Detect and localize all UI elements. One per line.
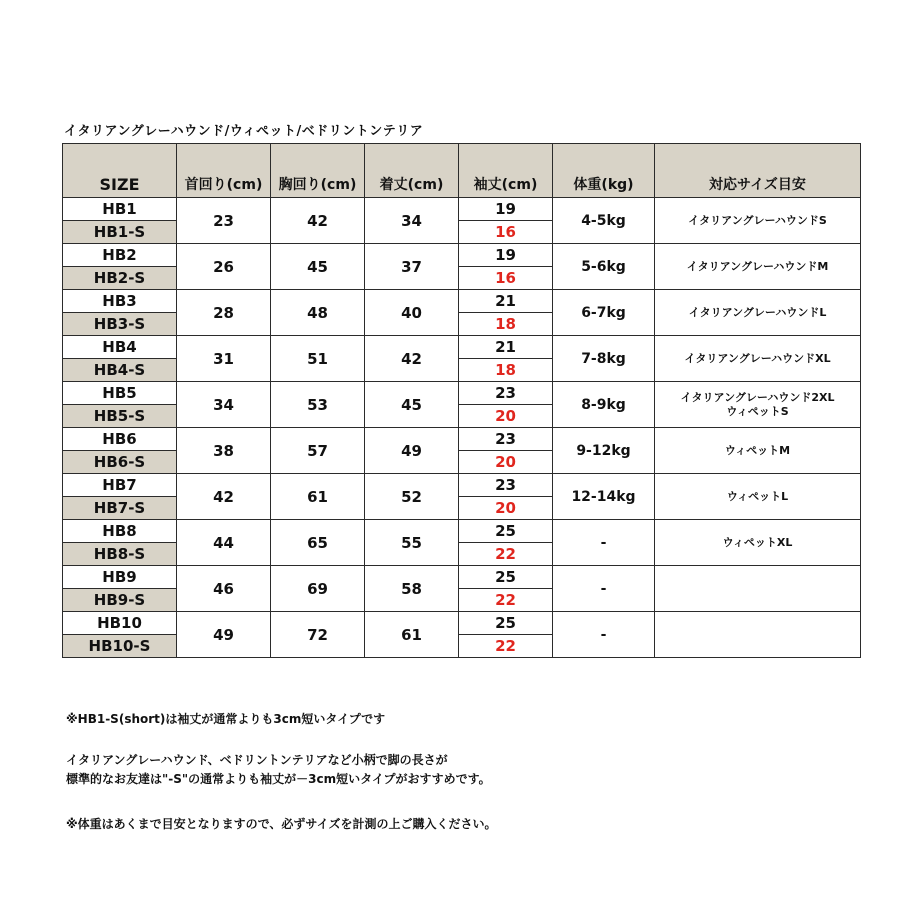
fit-text: ウィペットM — [724, 443, 791, 457]
table-row — [63, 520, 861, 543]
fit-cell — [655, 520, 861, 566]
length-cell: 58 — [365, 566, 459, 612]
chest-cell: 72 — [271, 612, 365, 658]
fit-cell — [655, 244, 861, 290]
size-cell: HB3 — [63, 290, 177, 313]
neck-cell: 23 — [177, 198, 271, 244]
fit-cell — [655, 474, 861, 520]
fit-text-2: ウィペットS — [726, 404, 789, 418]
fit-text: イタリアングレーハウンドXL — [684, 351, 831, 365]
weight-cell: 9-12kg — [553, 428, 655, 474]
weight-cell: - — [553, 566, 655, 612]
sleeve-cell: 19 — [459, 244, 553, 267]
sleeve-cell: 25 — [459, 566, 553, 589]
length-cell: 45 — [365, 382, 459, 428]
note-recommend-2: 標準的なお友達は"-S"の通常よりも袖丈が－3cm短いタイプがおすすめです。 — [66, 772, 491, 786]
fit-text: イタリアングレーハウンドL — [688, 305, 827, 319]
weight-cell: 5-6kg — [553, 244, 655, 290]
note-short-type: ※HB1-S(short)は袖丈が通常よりも3cm短いタイプです — [66, 712, 386, 726]
weight-cell: 12-14kg — [553, 474, 655, 520]
sleeve-short-cell: 18 — [459, 313, 553, 336]
chest-cell: 69 — [271, 566, 365, 612]
chest-cell: 61 — [271, 474, 365, 520]
fit-text: イタリアングレーハウンド2XL — [680, 390, 835, 404]
length-cell: 37 — [365, 244, 459, 290]
weight-cell: - — [553, 612, 655, 658]
size-cell: HB8 — [63, 520, 177, 543]
header-sleeve: 袖丈(cm) — [459, 144, 553, 198]
header-fit: 対応サイズ目安 — [655, 144, 861, 198]
size-cell: HB9 — [63, 566, 177, 589]
sleeve-cell: 23 — [459, 382, 553, 405]
table-row — [63, 336, 861, 359]
size-short-cell: HB2-S — [63, 267, 177, 290]
weight-cell: 8-9kg — [553, 382, 655, 428]
chest-cell: 48 — [271, 290, 365, 336]
note-recommend-1: イタリアングレーハウンド、ベドリントンテリアなど小柄で脚の長さが — [66, 753, 448, 767]
header-weight: 体重(kg) — [553, 144, 655, 198]
sleeve-short-cell: 18 — [459, 359, 553, 382]
chest-cell: 45 — [271, 244, 365, 290]
fit-cell — [655, 336, 861, 382]
sleeve-short-cell: 22 — [459, 589, 553, 612]
sleeve-cell: 19 — [459, 198, 553, 221]
table-row — [63, 612, 861, 635]
size-cell: HB6 — [63, 428, 177, 451]
length-cell: 34 — [365, 198, 459, 244]
sleeve-short-cell: 16 — [459, 267, 553, 290]
length-cell: 42 — [365, 336, 459, 382]
size-cell: HB7 — [63, 474, 177, 497]
note-weight: ※体重はあくまで目安となりますので、必ずサイズを計測の上ご購入ください。 — [66, 817, 497, 831]
chest-cell: 42 — [271, 198, 365, 244]
header-neck: 首回り(cm) — [177, 144, 271, 198]
size-short-cell: HB3-S — [63, 313, 177, 336]
size-cell: HB5 — [63, 382, 177, 405]
length-cell: 61 — [365, 612, 459, 658]
size-cell: HB2 — [63, 244, 177, 267]
table-row — [63, 198, 861, 221]
sleeve-short-cell: 16 — [459, 221, 553, 244]
fit-cell — [655, 612, 861, 658]
size-short-cell: HB1-S — [63, 221, 177, 244]
neck-cell: 46 — [177, 566, 271, 612]
sleeve-cell: 21 — [459, 336, 553, 359]
length-cell: 52 — [365, 474, 459, 520]
chest-cell: 57 — [271, 428, 365, 474]
sleeve-short-cell: 20 — [459, 405, 553, 428]
header-row — [63, 144, 861, 198]
neck-cell: 26 — [177, 244, 271, 290]
size-short-cell: HB7-S — [63, 497, 177, 520]
chest-cell: 53 — [271, 382, 365, 428]
sleeve-short-cell: 22 — [459, 543, 553, 566]
length-cell: 49 — [365, 428, 459, 474]
table-row — [63, 244, 861, 267]
size-cell: HB10 — [63, 612, 177, 635]
size-short-cell: HB8-S — [63, 543, 177, 566]
chart-title: イタリアングレーハウンド/ウィペット/ベドリントンテリア — [64, 124, 424, 139]
size-short-cell: HB5-S — [63, 405, 177, 428]
size-short-cell: HB10-S — [63, 635, 177, 658]
fit-text: ウィペットL — [726, 489, 789, 503]
fit-cell — [655, 198, 861, 244]
length-cell: 40 — [365, 290, 459, 336]
sleeve-cell: 23 — [459, 428, 553, 451]
sleeve-cell: 25 — [459, 612, 553, 635]
length-cell: 55 — [365, 520, 459, 566]
notes — [66, 710, 496, 834]
sleeve-cell: 23 — [459, 474, 553, 497]
fit-cell — [655, 566, 861, 612]
size-short-cell: HB9-S — [63, 589, 177, 612]
table-row — [63, 566, 861, 589]
fit-cell — [655, 382, 861, 428]
weight-cell: 6-7kg — [553, 290, 655, 336]
sleeve-short-cell: 20 — [459, 497, 553, 520]
fit-cell — [655, 428, 861, 474]
neck-cell: 28 — [177, 290, 271, 336]
fit-text: イタリアングレーハウンドS — [688, 213, 827, 227]
size-cell: HB1 — [63, 198, 177, 221]
header-chest: 胸回り(cm) — [271, 144, 365, 198]
sleeve-cell: 25 — [459, 520, 553, 543]
table-row — [63, 474, 861, 497]
fit-cell — [655, 290, 861, 336]
neck-cell: 31 — [177, 336, 271, 382]
size-table-body — [63, 198, 861, 658]
header-size: SIZE — [63, 144, 177, 198]
header-length: 着丈(cm) — [365, 144, 459, 198]
sleeve-short-cell: 20 — [459, 451, 553, 474]
weight-cell: 4-5kg — [553, 198, 655, 244]
weight-cell: 7-8kg — [553, 336, 655, 382]
neck-cell: 49 — [177, 612, 271, 658]
size-cell: HB4 — [63, 336, 177, 359]
chest-cell: 51 — [271, 336, 365, 382]
table-row — [63, 382, 861, 405]
neck-cell: 34 — [177, 382, 271, 428]
table-row — [63, 428, 861, 451]
table-row — [63, 290, 861, 313]
weight-cell: - — [553, 520, 655, 566]
size-short-cell: HB6-S — [63, 451, 177, 474]
neck-cell: 38 — [177, 428, 271, 474]
sleeve-short-cell: 22 — [459, 635, 553, 658]
size-short-cell: HB4-S — [63, 359, 177, 382]
fit-text: ウィペットXL — [722, 535, 793, 549]
neck-cell: 44 — [177, 520, 271, 566]
size-table — [62, 143, 861, 658]
chest-cell: 65 — [271, 520, 365, 566]
neck-cell: 42 — [177, 474, 271, 520]
fit-text: イタリアングレーハウンドM — [686, 259, 829, 273]
sleeve-cell: 21 — [459, 290, 553, 313]
